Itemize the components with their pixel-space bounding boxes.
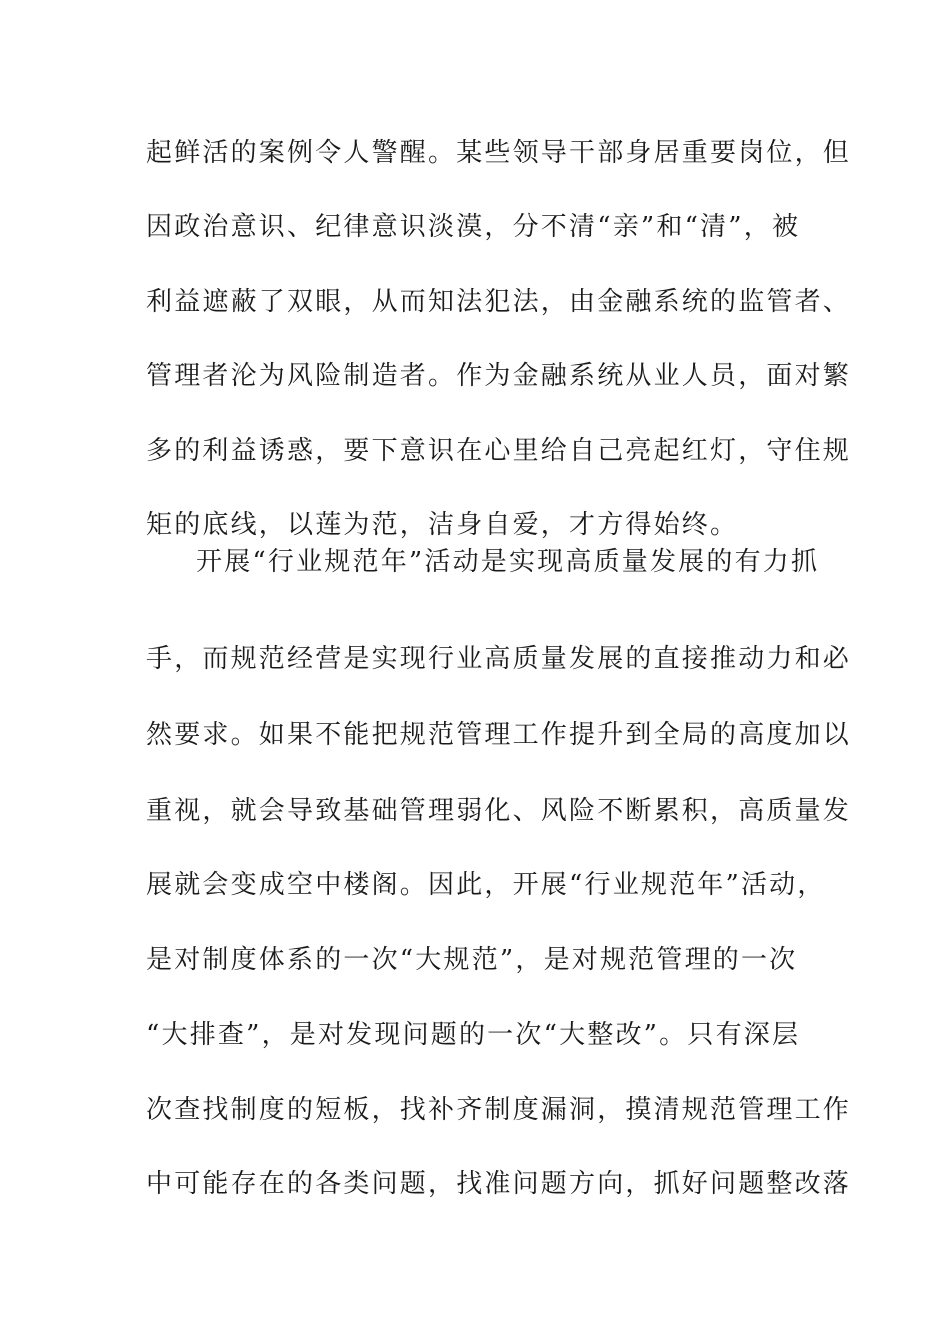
text-line: 因政治意识、纪律意识淡漠，分不清“亲”和“清”，被 — [146, 212, 801, 242]
text-line: 矩的底线，以莲为范，洁身自爱，才方得始终。 — [146, 510, 739, 540]
text-line: 手，而规范经营是实现行业高质量发展的直接推动力和必 — [146, 644, 852, 674]
text-line: 展就会变成空中楼阁。因此，开展“行业规范年”活动， — [146, 870, 826, 900]
text-line: 中可能存在的各类问题，找准问题方向，抓好问题整改落 — [146, 1169, 852, 1199]
text-line: 次查找制度的短板，找补齐制度漏洞，摸清规范管理工作 — [146, 1095, 852, 1125]
text-line: 利益遮蔽了双眼，从而知法犯法，由金融系统的监管者、 — [146, 287, 852, 317]
text-line: 多的利益诱惑，要下意识在心里给自己亮起红灯，守住规 — [146, 436, 852, 466]
text-line: 管理者沦为风险制造者。作为金融系统从业人员，面对繁 — [146, 361, 852, 391]
text-line: “大排查”，是对发现问题的一次“大整改”。只有深层 — [146, 1020, 801, 1050]
paragraph-first-line: 开展“行业规范年”活动是实现高质量发展的有力抓 — [196, 547, 820, 577]
text-line: 重视，就会导致基础管理弱化、风险不断累积，高质量发 — [146, 796, 852, 826]
text-line: 起鲜活的案例令人警醒。某些领导干部身居重要岗位，但 — [146, 138, 852, 168]
text-line: 是对制度体系的一次“大规范”，是对规范管理的一次 — [146, 945, 798, 975]
text-line: 然要求。如果不能把规范管理工作提升到全局的高度加以 — [146, 720, 852, 750]
